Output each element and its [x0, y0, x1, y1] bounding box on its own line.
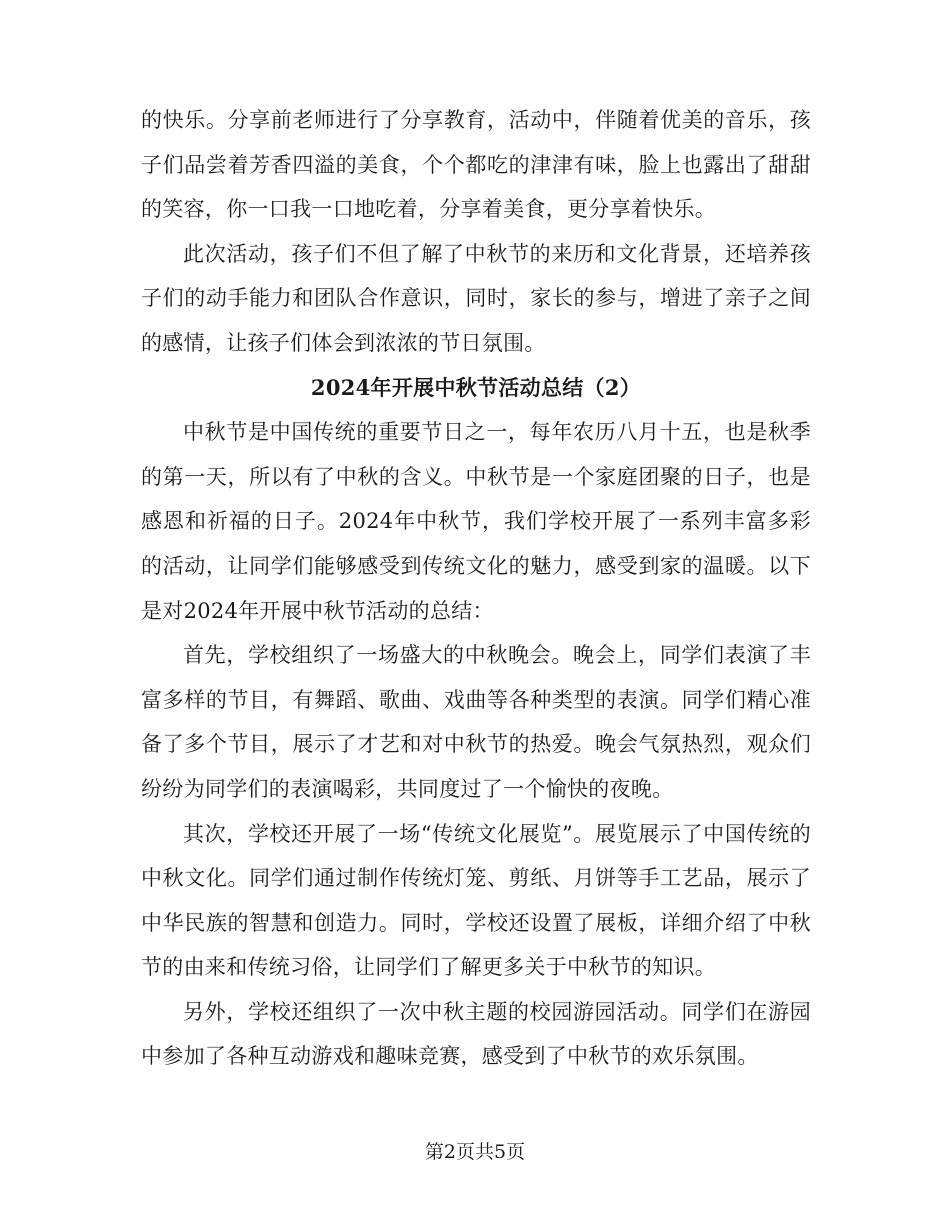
paragraph-exhibition: 其次，学校还开展了一场“传统文化展览”。展览展示了中国传统的中秋文化。同学们通过制作传统灯笼、剪纸、月饼等手工艺品，展示了中华民族的智慧和创造力。同时，学校还设置了展板，详细介绍了中秋节的由来和传统习俗，让同学们了解更多关于中秋节的知识。 [141, 821, 811, 980]
paragraph-garden-party: 另外，学校还组织了一次中秋主题的校园游园活动。同学们在游园中参加了各种互动游戏和趣味竞赛，感受到了中秋节的欢乐氛围。 [141, 999, 811, 1069]
paragraph-intro: 中秋节是中国传统的重要节日之一，每年农历八月十五，也是秋季的第一天，所以有了中秋的含义。中秋节是一个家庭团聚的日子，也是感恩和祈福的日子。2024年中秋节，我们学校开展了一系列丰富多彩的活动，让同学们能够感受到传统文化的魅力，感受到家的温暖。以下是对2024年开展中秋节活动的总结： [141, 420, 811, 623]
document-body [141, 98, 811, 1079]
paragraph-continuation: 的快乐。分享前老师进行了分享教育，活动中，伴随着优美的音乐，孩子们品尝着芳香四溢的美食，个个都吃的津津有味，脸上也露出了甜甜的笑容，你一口我一口地吃着，分享着美食，更分享着快乐。 [141, 108, 811, 222]
section-title: 2024年开展中秋节活动总结（2） [310, 374, 642, 400]
paragraph-gala: 首先，学校组织了一场盛大的中秋晚会。晚会上，同学们表演了丰富多样的节目，有舞蹈、歌曲、戏曲等各种类型的表演。同学们精心准备了多个节目，展示了才艺和对中秋节的热爱。晚会气氛热烈，观众们纷纷为同学们的表演喝彩，共同度过了一个愉快的夜晚。 [141, 643, 811, 801]
paragraph-activity-summary: 此次活动，孩子们不但了解了中秋节的来历和文化背景，还培养孩子们的动手能力和团队合作意识，同时，家长的参与，增进了亲子之间的感情，让孩子们体会到浓浓的节日氛围。 [141, 241, 811, 355]
page-number-footer: 第2页共5页 [424, 1141, 526, 1163]
